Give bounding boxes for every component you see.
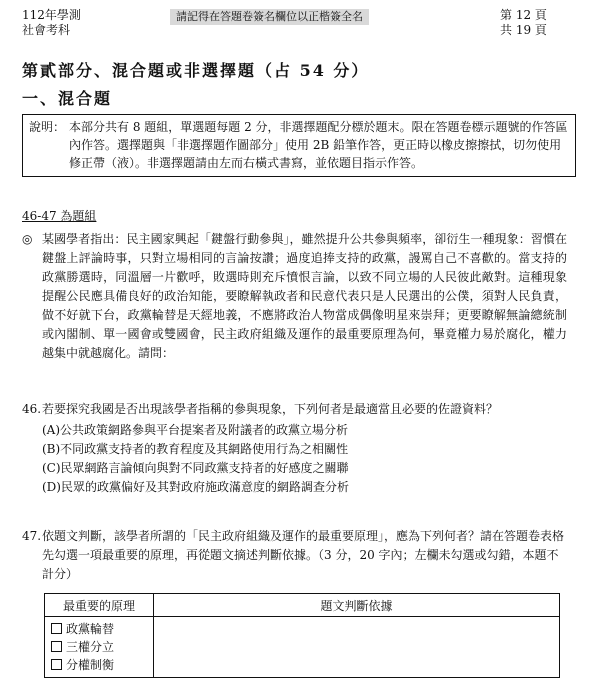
checkbox-icon[interactable] [51, 641, 62, 652]
basis-answer-cell[interactable] [154, 617, 560, 678]
subject: 社會考科 [22, 23, 71, 37]
instructions-box [22, 114, 576, 177]
question-group-label: 46-47 為題組 [22, 209, 97, 223]
checkbox-icon[interactable] [51, 623, 62, 634]
table-header-basis: 題文判斷依據 [154, 594, 560, 617]
instructions-label: 說明： [29, 120, 66, 134]
page-current: 第 12 頁 [500, 8, 547, 22]
choice-row[interactable] [51, 638, 147, 656]
reading-passage [22, 230, 567, 363]
option-46-d[interactable]: (D)民眾的政黨偏好及其對政府施政滿意度的網路調查分析 [42, 480, 349, 494]
header-right [500, 8, 547, 38]
option-46-b[interactable]: (B)不同政黨支持者的教育程度及其網路使用行為之相關性 [42, 442, 349, 456]
question-46-stem: 若要探究我國是否出現該學者指稱的參與現象，下列何者是最適當且必要的佐證資料？ [42, 402, 499, 416]
passage-text: 某國學者指出：民主國家興起「鍵盤行動參與」，雖然提升公共參與頻率，卻衍生一種現象：習慣在鍵盤上評論時事，只對立場相同的言論按讚；過度追捧支持的政黨，謾罵自己不喜歡的。當支持的政黨勝選時，同溫層一片歡呼，敗選時則充斥憤恨言論，以致不同立場的人民彼此敵對。這種現象提醒公民應具備良好的政治知能，要瞭解執政者和民意代表只是人民選出的公僕，須對人民負責，做不好就下台，政黨輪替是天經地義，不應將政治人物當成偶像明星來崇拜；更要瞭解無論總統制或內閣制、單一國會或雙國會，民主政府組織及運作的最重要原理為何，畢竟權力易於腐化，權力越集中就越腐化。請問： [42, 232, 567, 360]
question-46-number: 46. [22, 402, 42, 416]
instructions-text: 本部分共有 8 題組，單選題每題 2 分，非選擇題配分標於題末。限在答題卷標示題號的作答區內作答。選擇題與「非選擇題作圖部分」使用 2B 鉛筆作答，更正時以橡皮擦擦拭，切勿使用修正帶（液）。非選擇題請由左而右橫式書寫，並依題目指示作答。 [69, 120, 568, 170]
choice-row[interactable] [51, 656, 147, 674]
question-47-stem: 依題文判斷，該學者所謂的「民主政府組織及運作的最重要原理」，應為下列何者？請在答題卷表格先勾選一項最重要的原理，再從題文摘述判斷依據。（3 分，20 字內；左欄未勾選或勾錯，本題不計分） [42, 529, 565, 581]
exam-year: 112年學測 [22, 8, 81, 22]
header-left [22, 8, 81, 38]
question-46 [22, 400, 567, 497]
question-47 [22, 527, 567, 584]
signature-notice: 請記得在答題卷簽名欄位以正楷簽全名 [170, 9, 369, 25]
principle-choices [45, 617, 154, 678]
section-subtitle: 一、混合題 [22, 89, 113, 108]
question-47-number: 47. [22, 529, 42, 543]
option-46-c[interactable]: (C)民眾網路言論傾向與對不同政黨支持者的好感度之關聯 [42, 461, 349, 475]
choice-row[interactable] [51, 620, 147, 638]
table-header-principle: 最重要的原理 [45, 594, 154, 617]
section-title: 第貳部分、混合題或非選擇題（占 54 分） [22, 61, 370, 80]
choice-label: 政黨輪替 [66, 622, 115, 636]
choice-label: 三權分立 [66, 640, 115, 654]
choice-label: 分權制衡 [66, 658, 115, 672]
option-46-a[interactable]: (A)公共政策網路參與平台提案者及附議者的政黨立場分析 [42, 423, 349, 437]
checkbox-icon[interactable] [51, 659, 62, 670]
answer-table [44, 593, 560, 678]
passage-marker: ◎ [22, 232, 33, 246]
page-total: 共 19 頁 [500, 23, 547, 37]
